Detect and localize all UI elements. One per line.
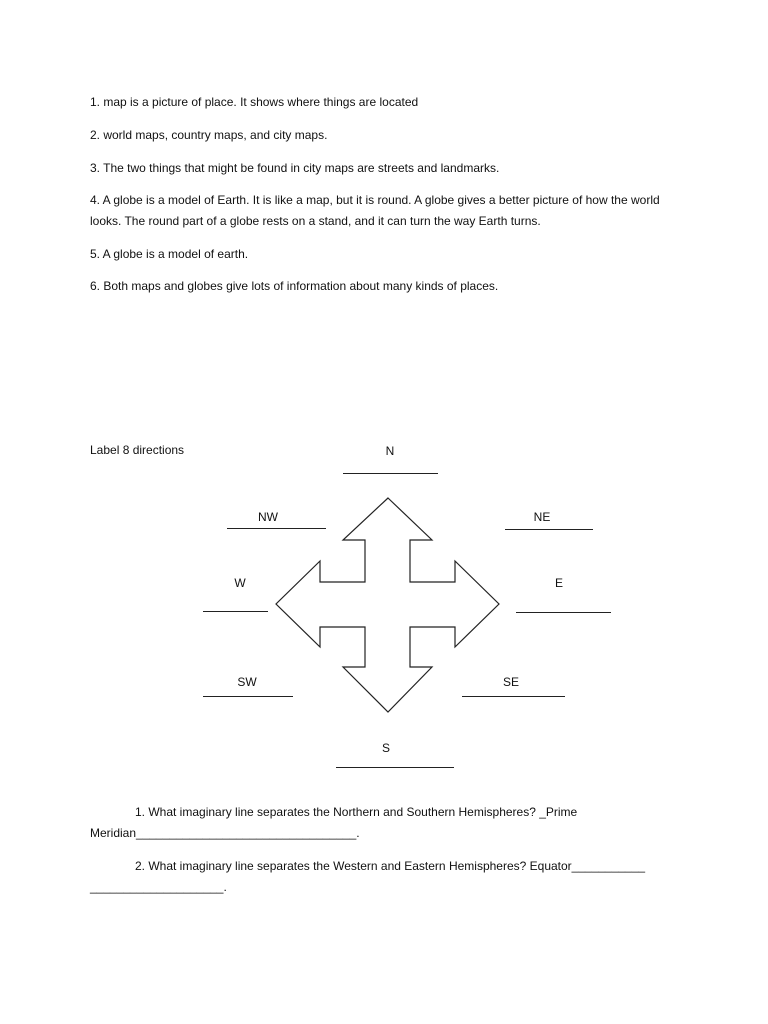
direction-label-sw: SW xyxy=(237,675,257,689)
statement-1: 1. map is a picture of place. It shows where things are located xyxy=(90,95,419,109)
direction-label-nw: NW xyxy=(258,510,278,524)
compass-title: Label 8 directions xyxy=(90,443,185,457)
statement-4: 4. A globe is a model of Earth. It is like a map, but it is round. A globe gives a better picture of how the world looks. The round part of a globe rests on a stand, and it can turn the way Earth turns. xyxy=(90,193,660,228)
statement-5: 5. A globe is a model of earth. xyxy=(90,247,249,261)
question-2-line-1: 2. What imaginary line separates the Western and Eastern Hemispheres? Equator___________ xyxy=(135,859,646,873)
direction-label-ne: NE xyxy=(533,510,551,524)
statement-3: 3. The two things that might be found in city maps are streets and landmarks. xyxy=(90,161,500,175)
answer-blank-n[interactable] xyxy=(343,473,438,474)
answer-blank-se[interactable] xyxy=(462,696,565,697)
direction-label-n: N xyxy=(385,444,395,458)
answer-blank-w[interactable] xyxy=(203,611,268,612)
answer-blank-sw[interactable] xyxy=(203,696,293,697)
four-way-arrow-shape xyxy=(276,498,499,712)
question-1-line-1: 1. What imaginary line separates the Northern and Southern Hemispheres? _Prime xyxy=(135,805,578,819)
answer-blank-e[interactable] xyxy=(516,612,611,613)
answer-blank-s[interactable] xyxy=(336,767,454,768)
direction-label-w: W xyxy=(234,576,246,590)
answer-blank-ne[interactable] xyxy=(505,529,593,530)
question-1-line-2: Meridian_________________________________. xyxy=(90,826,360,840)
question-2-line-2: ____________________. xyxy=(90,880,227,894)
statement-6: 6. Both maps and globes give lots of information about many kinds of places. xyxy=(90,279,499,293)
direction-label-se: SE xyxy=(502,675,519,689)
direction-label-s: S xyxy=(381,741,390,755)
statement-2: 2. world maps, country maps, and city maps. xyxy=(90,128,328,142)
direction-label-e: E xyxy=(554,576,563,590)
answer-blank-nw[interactable] xyxy=(227,528,326,529)
